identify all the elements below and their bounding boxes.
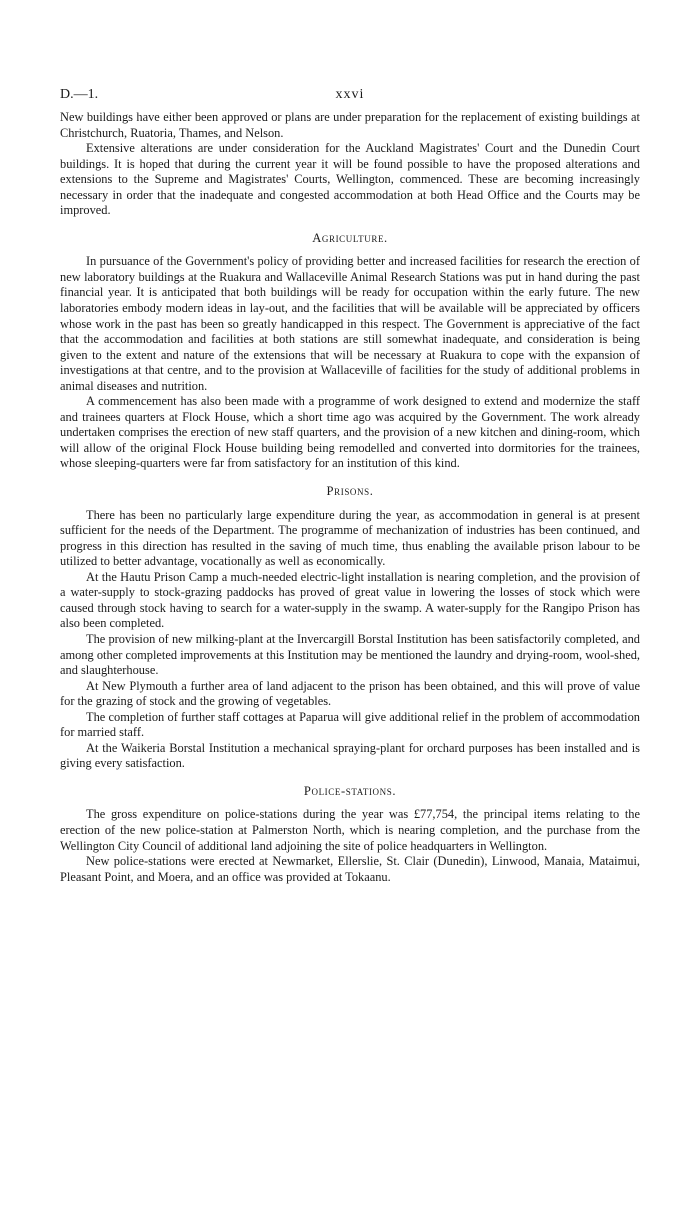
section-heading-agriculture: Agriculture. bbox=[312, 230, 388, 245]
section-heading-police-stations: Police-stations. bbox=[303, 783, 397, 798]
paragraph: The completion of further staff cottages at Paparua will give additional relief in the problem of accommodation for married staff. bbox=[60, 709, 640, 740]
paragraph: A commencement has also been made with a programme of work designed to extend and modernize the staff and trainees quarters at Flock House, which a short time ago was acquired by the Government. The work already undertaken comprises the erection of new staff quarters, and the provision of a new kitchen and dining-room, which will allow of the original Flock House building being remodelled and converted into dormitories for the trainees, whose sleeping-quarters were far from satisfactory for an institution of this kind. bbox=[60, 394, 640, 471]
paragraph: New police-stations were erected at Newmarket, Ellerslie, St. Clair (Dunedin), Linwood, Manaia, Mataimui, Pleasant Point, and Moera, and an office was provided at Tokaanu. bbox=[60, 854, 640, 884]
document-reference: D.—1. bbox=[60, 87, 99, 102]
section-heading-prisons: Prisons. bbox=[326, 484, 374, 499]
body-text bbox=[60, 110, 640, 885]
paragraph: The provision of new milking-plant at the Invercargill Borstal Institution has been satisfactorily completed, and among other completed improvements at this Institution may be mentioned the laundry and drying-room, wool-shed, and slaughterhouse. bbox=[60, 631, 640, 678]
paragraph: Extensive alterations are under consideration for the Auckland Magistrates' Court and the Dunedin Court buildings. It is hoped that during the current year it will be found possible to have the proposed alterations and extensions to the Supreme and Magistrates' Courts, Wellington, commenced. These are becoming increasingly necessary in order that the inadequate and congested accommodation at both Head Office and the Courts may be improved. bbox=[60, 141, 640, 218]
paragraph: At New Plymouth a further area of land adjacent to the prison has been obtained, and this will prove of value for the grazing of stock and the growing of vegetables. bbox=[60, 678, 640, 709]
paragraph: There has been no particularly large expenditure during the year, as accommodation in general is at present sufficient for the needs of the Department. The programme of mechanization of industries has been continued, and progress in this direction has resulted in the saving of much time, thus enabling the available prison labour to be utilized to better advantage, vocationally as well as economically. bbox=[60, 507, 640, 569]
page-number: xxvi bbox=[335, 87, 365, 102]
paragraph: At the Waikeria Borstal Institution a mechanical spraying-plant for orchard purposes has been installed and is giving every satisfaction. bbox=[60, 740, 640, 771]
paragraph: At the Hautu Prison Camp a much-needed electric-light installation is nearing completion, and the provision of a water-supply to stock-grazing paddocks has proved of great value in lowering the losses of stock which were caused through stock having to search for a water-supply in the swamp. A water-supply for the Rangipo Prison has also been completed. bbox=[60, 569, 640, 631]
paragraph: New buildings have either been approved or plans are under preparation for the replacement of existing buildings at Christchurch, Ruatoria, Thames, and Nelson. bbox=[60, 110, 640, 140]
paragraph: The gross expenditure on police-stations during the year was £77,754, the principal items relating to the erection of the new police-station at Palmerston North, which is nearing completion, and the purchase from the Wellington City Council of additional land adjoining the site of police headquarters in Wellington. bbox=[60, 807, 640, 853]
paragraph: In pursuance of the Government's policy of providing better and increased facilities for research the erection of new laboratory buildings at the Ruakura and Wallaceville Animal Research Stations was put in hand during the past financial year. It is anticipated that both buildings will be ready for occupation within the early future. The new laboratories embody modern ideas in lay-out, and the facilities that will be available will be appreciated by officers whose work in the past has been so greatly handicapped in this respect. The Government is appreciative of the fact that the accommodation and facilities at both stations are still somewhat inadequate, and consideration is being given to the extent and nature of the extensions that will be necessary at Ruakura to cope with the expansion of investigations at that centre, and to the provision at Wallaceville of facilities for the study of additional problems in animal diseases and nutrition. bbox=[60, 254, 640, 393]
running-head bbox=[60, 87, 640, 107]
